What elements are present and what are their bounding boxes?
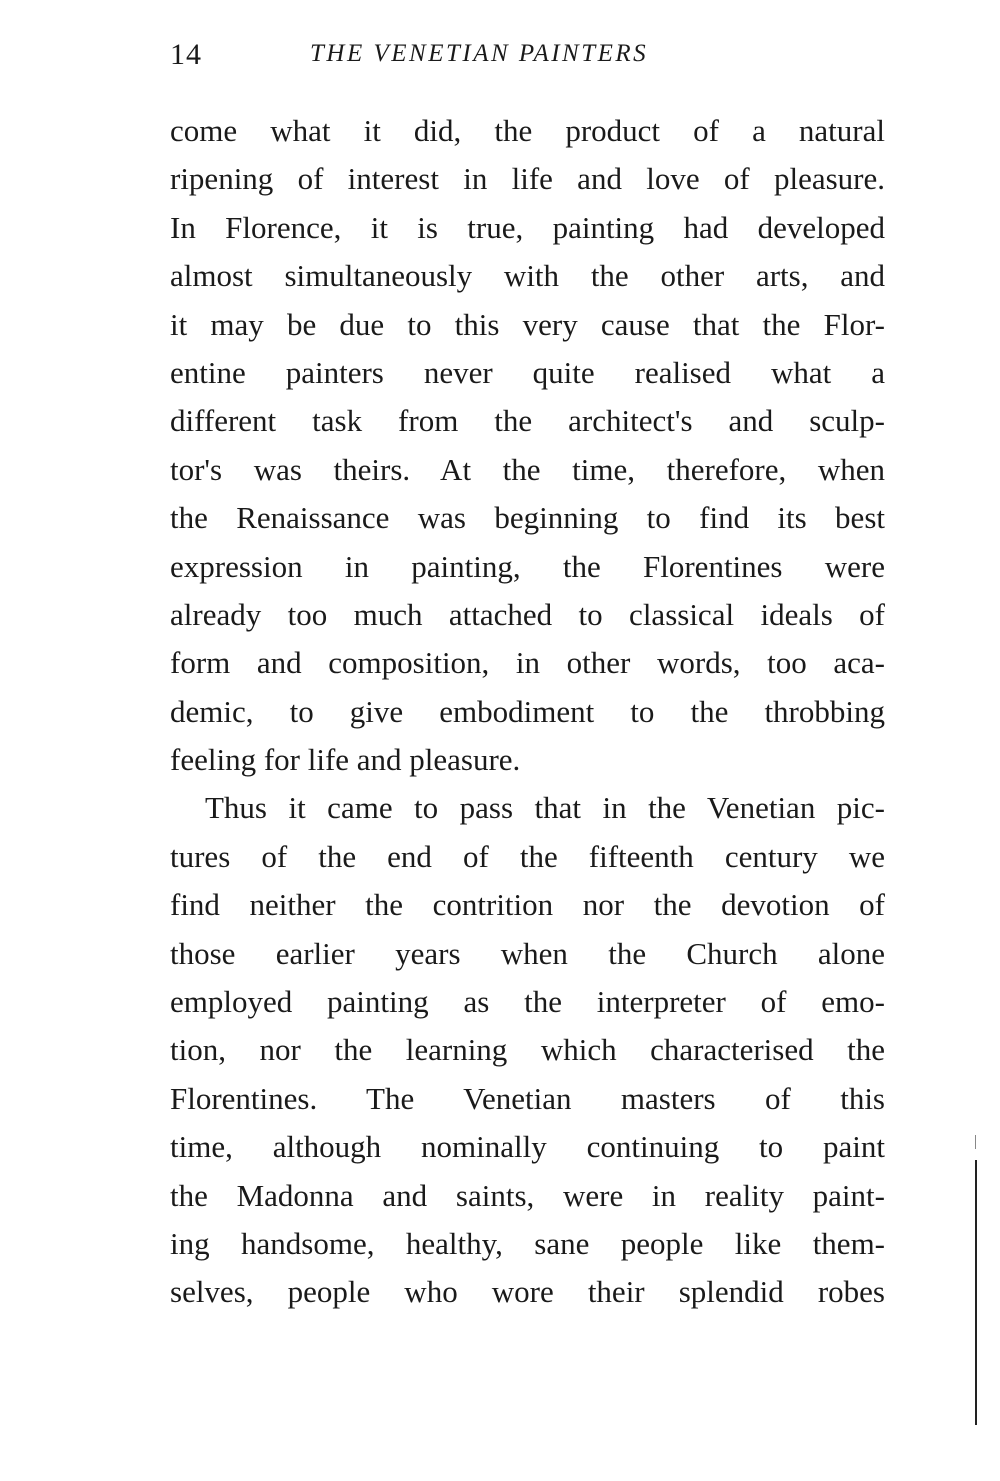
paragraph-1	[170, 107, 885, 784]
text-line: tor's was theirs. At the time, therefore, when	[170, 451, 885, 487]
text-line: selves, people who wore their splendid robes	[170, 1274, 885, 1310]
text-line: time, although nominally continuing to paint	[170, 1129, 885, 1165]
scan-margin-mark	[975, 1135, 976, 1149]
text-line: Thus it came to pass that in the Venetian pic-	[205, 790, 885, 826]
text-line: almost simultaneously with the other arts, and	[170, 258, 885, 294]
text-line: the Madonna and saints, were in reality paint-	[170, 1177, 885, 1213]
text-line: employed painting as the interpreter of emo-	[170, 984, 885, 1020]
text-line: In Florence, it is true, painting had developed	[170, 209, 885, 245]
text-line: it may be due to this very cause that the Flor-	[170, 306, 885, 342]
text-line: find neither the contrition nor the devotion of	[170, 887, 885, 923]
text-line: the Renaissance was beginning to find its best	[170, 500, 885, 536]
text-line: demic, to give embodiment to the throbbing	[170, 693, 885, 729]
page-edge-line	[975, 1160, 977, 1425]
text-line: ing handsome, healthy, sane people like them-	[170, 1225, 885, 1261]
text-line: different task from the architect's and sculp-	[170, 403, 885, 439]
running-head	[170, 38, 885, 78]
text-line: come what it did, the product of a natural	[170, 113, 885, 148]
page-number: 14	[170, 38, 202, 71]
text-line: tures of the end of the fifteenth century we	[170, 838, 885, 874]
paragraph-2	[170, 784, 885, 1316]
text-line: form and composition, in other words, too aca-	[170, 645, 885, 681]
text-line: Florentines. The Venetian masters of this	[170, 1080, 885, 1116]
text-line: ripening of interest in life and love of pleasure.	[170, 161, 885, 197]
text-line: those earlier years when the Church alone	[170, 935, 885, 971]
text-line: entine painters never quite realised what a	[170, 354, 885, 390]
text-line: feeling for life and pleasure.	[170, 742, 521, 778]
text-line: tion, nor the learning which characterised the	[170, 1032, 885, 1068]
body-text	[170, 107, 885, 1317]
text-line: already too much attached to classical ideals of	[170, 596, 885, 632]
text-line: expression in painting, the Florentines were	[170, 548, 885, 584]
running-title: THE VENETIAN PAINTERS	[310, 40, 649, 67]
